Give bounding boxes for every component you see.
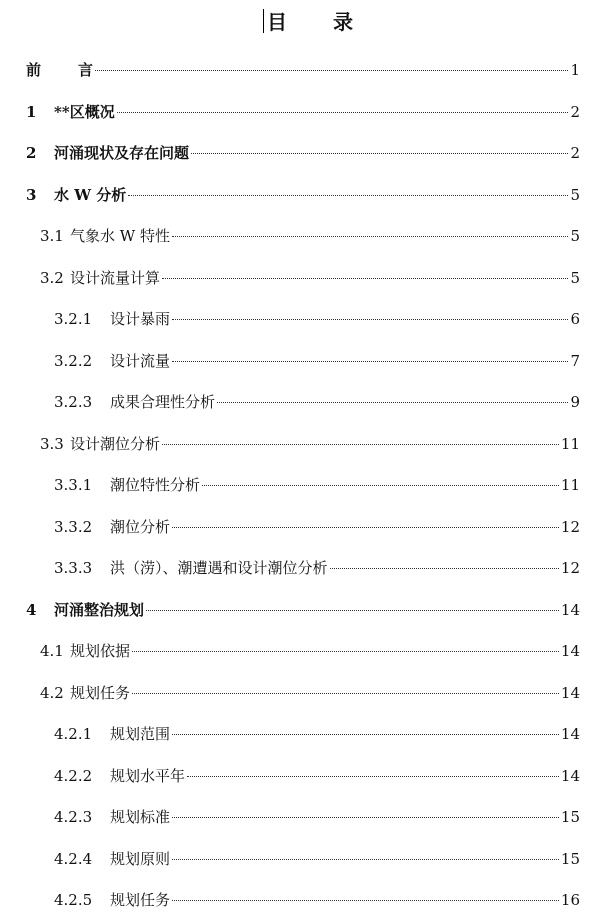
toc-dot-leader — [172, 318, 568, 320]
toc-entry[interactable] — [54, 390, 580, 414]
toc-entry-page-number: 9 — [570, 393, 580, 411]
toc-dot-leader — [330, 567, 559, 569]
toc-dot-leader — [162, 277, 568, 279]
toc-entry-page-number: 12 — [560, 517, 580, 536]
toc-entry-number: 3.2 — [40, 268, 64, 287]
toc-entry-number: 3 — [26, 185, 37, 204]
toc-entry-title: 河涌现状及存在问题 — [54, 144, 190, 162]
toc-entry-page-number: 14 — [560, 642, 580, 660]
toc-entry-page-number: 16 — [560, 891, 580, 909]
toc-entry[interactable] — [54, 349, 580, 373]
toc-entry[interactable] — [54, 722, 580, 746]
toc-entry-title: 气象水 W 特性 — [70, 227, 170, 245]
toc-dot-leader — [172, 235, 568, 237]
toc-entry-number: 3.3 — [40, 434, 64, 453]
toc-dot-leader — [172, 858, 559, 860]
toc-entry-page-number: 14 — [560, 600, 580, 619]
toc-entry-number: 4.2.2 — [54, 766, 93, 785]
toc-entry-number: 2 — [26, 144, 37, 162]
toc-entry[interactable] — [54, 473, 580, 497]
toc-entry-number: 4.1 — [40, 642, 64, 660]
toc-entry-number: 3.2.3 — [54, 393, 93, 411]
toc-entry[interactable] — [54, 847, 580, 871]
text-cursor — [263, 9, 264, 33]
toc-entry-number: 3.3.3 — [54, 559, 93, 577]
toc-entry-page-number: 5 — [570, 268, 580, 287]
toc-entry-page-number: 14 — [560, 766, 580, 785]
toc-entry-page-number: 6 — [570, 310, 580, 328]
toc-dot-leader — [132, 692, 559, 694]
toc-entry-number: 4.2.3 — [54, 808, 93, 826]
toc-entry-title: 规划任务 — [110, 891, 171, 909]
toc-entry-page-number: 11 — [560, 434, 580, 453]
toc-entry-title: 洪（涝）、潮遭遇和设计潮位分析 — [110, 559, 328, 577]
toc-entry-number: 4.2.4 — [54, 849, 93, 868]
toc-entry-number: 3.3.1 — [54, 476, 93, 494]
toc-entry-number: 3.1 — [40, 227, 64, 245]
toc-dot-leader — [95, 69, 568, 71]
toc-entry-page-number: 5 — [570, 227, 580, 245]
toc-dot-leader — [146, 609, 559, 611]
toc-entry-title: 成果合理性分析 — [110, 393, 216, 411]
toc-entry[interactable] — [40, 681, 580, 705]
toc-dot-leader — [172, 816, 559, 818]
toc-entry[interactable] — [40, 432, 580, 456]
toc-dot-leader — [128, 194, 568, 196]
toc-entry[interactable] — [54, 515, 580, 539]
toc-entry-title: 规划范围 — [110, 725, 171, 743]
toc-entry-title: 规划水平年 — [110, 766, 186, 785]
toc-entry[interactable] — [54, 556, 580, 580]
toc-entry-page-number: 15 — [560, 808, 580, 826]
toc-dot-leader — [172, 733, 559, 735]
toc-entry-title: 设计流量 — [110, 351, 171, 370]
toc-entry-number: 4 — [26, 600, 37, 619]
toc-entry[interactable] — [54, 888, 580, 912]
toc-dot-leader — [217, 401, 568, 403]
toc-entry-page-number: 14 — [560, 725, 580, 743]
toc-entry-title: 规划任务 — [70, 683, 131, 702]
toc-entry[interactable] — [26, 141, 580, 165]
toc-entry-page-number: 12 — [560, 559, 580, 577]
toc-entry-title: 水 W 分析 — [54, 185, 127, 204]
toc-entry-page-number: 11 — [560, 476, 580, 494]
toc-entry-page-number: 7 — [570, 351, 580, 370]
toc-entry-title: 设计流量计算 — [70, 268, 161, 287]
toc-dot-leader — [187, 775, 559, 777]
toc-entry-page-number: 1 — [570, 61, 580, 79]
toc-entry-number: 4.2 — [40, 683, 64, 702]
toc-entry-title: 规划依据 — [70, 642, 131, 660]
toc-entry-page-number: 5 — [570, 185, 580, 204]
toc-entry-number: 4.2.5 — [54, 891, 93, 909]
toc-entry-title: 河涌整治规划 — [54, 600, 145, 619]
toc-entry[interactable] — [40, 266, 580, 290]
toc-entry-title: 设计暴雨 — [110, 310, 171, 328]
toc-entry[interactable] — [54, 764, 580, 788]
toc-entry-title: **区概况 — [54, 102, 115, 121]
toc-entry-page-number: 2 — [570, 102, 580, 121]
toc-entry-title: 潮位特性分析 — [110, 476, 201, 494]
toc-entry-number: 4.2.1 — [54, 725, 93, 743]
toc-entry-page-number: 14 — [560, 683, 580, 702]
toc-entry-number: 1 — [26, 102, 37, 121]
toc-title — [0, 6, 616, 35]
toc-dot-leader — [202, 484, 559, 486]
toc-entry[interactable] — [40, 224, 580, 248]
toc-entry[interactable] — [54, 805, 580, 829]
toc-entry[interactable] — [26, 58, 580, 82]
toc-dot-leader — [117, 111, 568, 113]
toc-entry-page-number: 2 — [570, 144, 580, 162]
toc-entry[interactable] — [54, 307, 580, 331]
toc-dot-leader — [172, 526, 559, 528]
toc-dot-leader — [172, 899, 559, 901]
toc-dot-leader — [191, 152, 568, 154]
toc-entry-number: 3.2.2 — [54, 351, 93, 370]
toc-dot-leader — [172, 360, 568, 362]
toc-entry-title: 设计潮位分析 — [70, 434, 161, 453]
toc-title-char-1: 目 — [267, 10, 287, 34]
toc-entry-number: 3.3.2 — [54, 517, 93, 536]
toc-entry-page-number: 15 — [560, 849, 580, 868]
toc-entry-number: 前 — [26, 61, 42, 79]
toc-entry[interactable] — [26, 183, 580, 207]
toc-title-char-2: 录 — [333, 10, 353, 34]
toc-entry-title: 规划原则 — [110, 849, 171, 868]
toc-dot-leader — [132, 650, 559, 652]
toc-dot-leader — [162, 443, 559, 445]
toc-entry-title: 规划标准 — [110, 808, 171, 826]
toc-entry-title: 潮位分析 — [110, 517, 171, 536]
toc-entry-number: 3.2.1 — [54, 310, 93, 328]
toc-entry[interactable] — [26, 598, 580, 622]
toc-entry[interactable] — [40, 639, 580, 663]
toc-entry[interactable] — [26, 100, 580, 124]
toc-entry-title: 言 — [78, 61, 94, 79]
